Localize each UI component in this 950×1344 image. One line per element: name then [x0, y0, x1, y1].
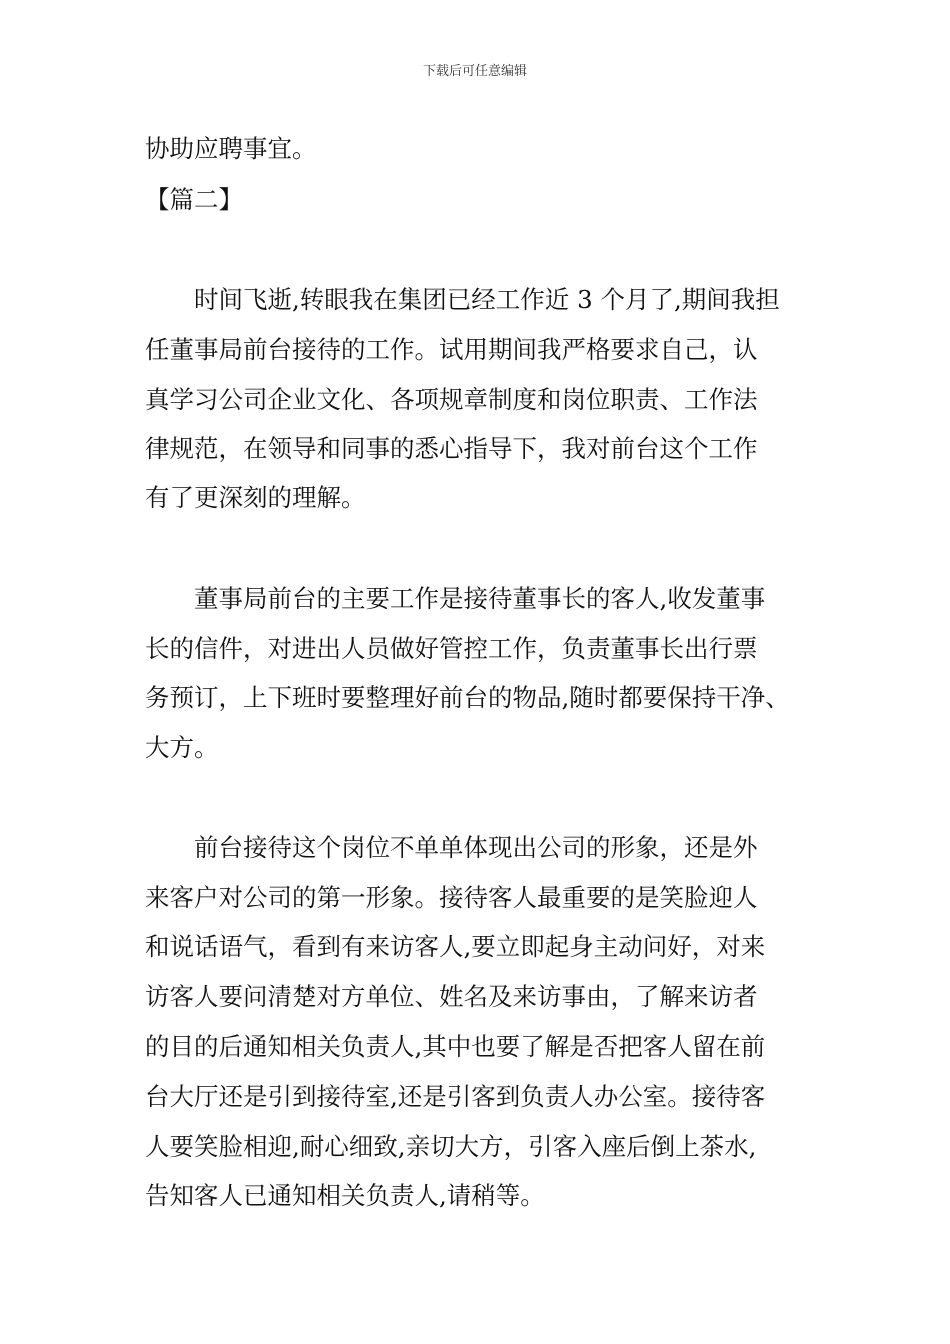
- text-line: 大方。: [145, 733, 219, 762]
- text-line: 任董事局前台接待的工作。试用期间我严格要求自己，认: [145, 335, 758, 364]
- text-line: 人要笑脸相迎,耐心细致,亲切大方，引客入座后倒上茶水,: [145, 1132, 757, 1161]
- text-line: 协助应聘事宜。: [145, 134, 317, 163]
- text-line: 的目的后通知相关负责人,其中也要了解是否把客人留在前: [145, 1032, 766, 1061]
- text-line: 律规范，在领导和同事的悉心指导下，我对前台这个工作: [145, 434, 758, 463]
- text-line: 有了更深刻的理解。: [145, 483, 366, 512]
- text-line: 访客人要问清楚对方单位、姓名及来访事由，了解来访者: [145, 982, 758, 1011]
- page-header: 下载后可任意编辑: [422, 64, 527, 79]
- text-line: 告知客人已通知相关负责人,请稍等。: [145, 1181, 545, 1210]
- text-line: 董事局前台的主要工作是接待董事长的客人,收发董事: [194, 584, 766, 613]
- section-heading: 【篇二】: [145, 185, 243, 214]
- text-line: 来客户对公司的第一形象。接待客人最重要的是笑脸迎人: [145, 883, 758, 912]
- text-line: 务预订，上下班时要整理好前台的物品,随时都要保持干净、: [145, 683, 790, 712]
- text-line: 时间飞逝,转眼我在集团已经工作近 3 个月了,期间我担: [194, 285, 780, 314]
- text-line: 台大厅还是引到接待室,还是引客到负责人办公室。接待客: [145, 1082, 766, 1111]
- text-line: 真学习公司企业文化、各项规章制度和岗位职责、工作法: [145, 385, 758, 414]
- text-line: 前台接待这个岗位不单单体现出公司的形象，还是外: [194, 833, 758, 862]
- text-line: 和说话语气，看到有来访客人,要立即起身主动问好，对来: [145, 932, 766, 961]
- text-line: 长的信件，对进出人员做好管控工作，负责董事长出行票: [145, 634, 758, 663]
